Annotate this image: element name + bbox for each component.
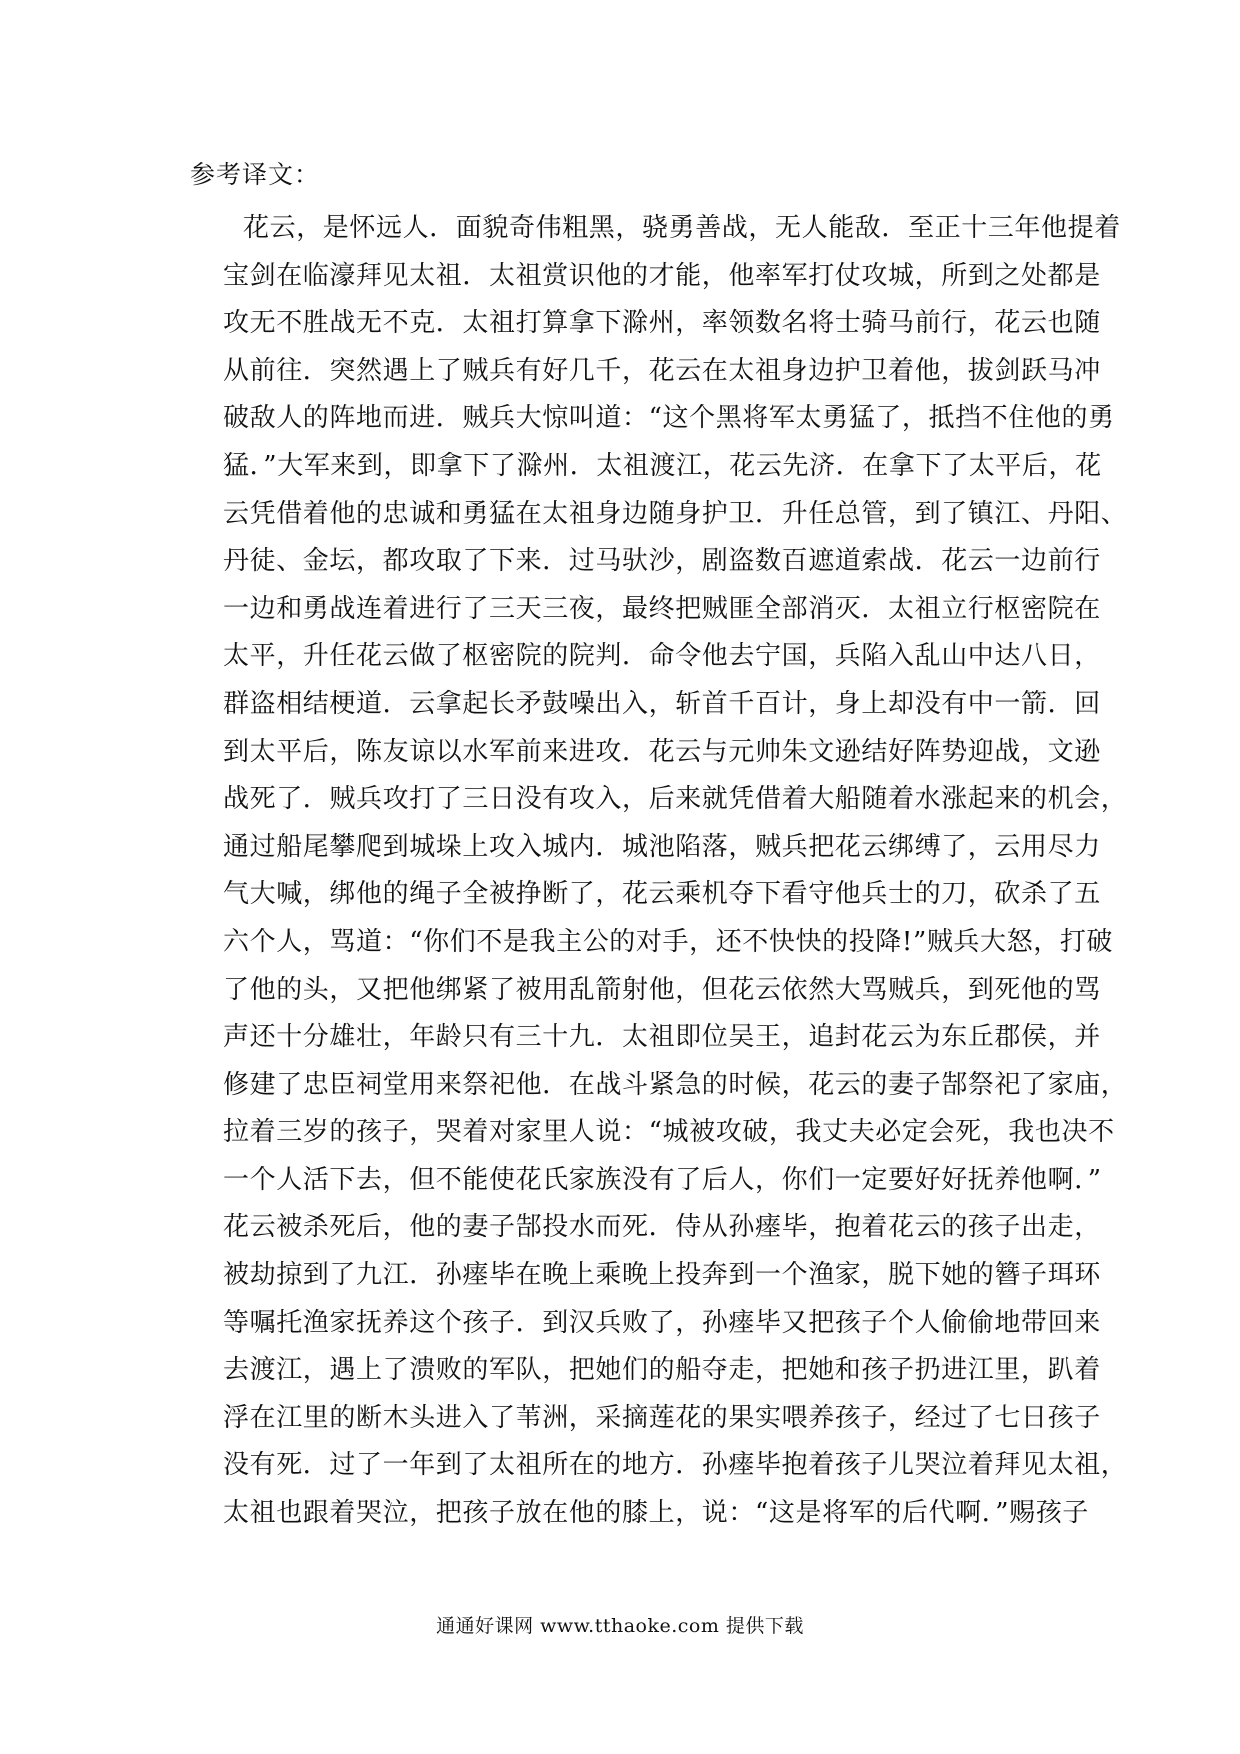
text-line: 拉着三岁的孩子，哭着对家里人说：“城被攻破，我丈夫必定会死，我也决不 <box>223 1117 1115 1148</box>
text-line: 战死了．贼兵攻打了三日没有攻入，后来就凭借着大船随着水涨起来的机会， <box>223 784 1128 815</box>
text-line: 气大喊，绑他的绳子全被挣断了，花云乘机夺下看守他兵士的刀，砍杀了五 <box>223 879 1101 910</box>
text-line: 等嘱托渔家抚养这个孩子．到汉兵败了，孙瘗毕又把孩子个人偷偷地带回来 <box>223 1307 1101 1338</box>
text-line: 花云被杀死后，他的妻子郜投水而死．侍从孙瘗毕，抱着花云的孩子出走， <box>223 1212 1101 1243</box>
page-footer: 通通好课网 www.tthaoke.com 提供下载 <box>436 1615 804 1637</box>
text-line: 丹徒、金坛，都攻取了下来．过马驮沙，剧盗数百遮道索战．花云一边前行 <box>223 546 1101 577</box>
text-line: 猛．”大军来到，即拿下了滁州．太祖渡江，花云先济．在拿下了太平后，花 <box>223 450 1102 481</box>
text-line: 从前往．突然遇上了贼兵有好几千，花云在太祖身边护卫着他，拔剑跃马冲 <box>223 355 1101 386</box>
text-line: 没有死．过了一年到了太祖所在的地方．孙瘗毕抱着孩子儿哭泣着拜见太祖， <box>223 1450 1128 1481</box>
text-line: 宝剑在临濠拜见太祖．太祖赏识他的才能，他率军打仗攻城，所到之处都是 <box>223 260 1101 291</box>
text-line: 去渡江，遇上了溃败的军队，把她们的船夺走，把她和孩子扔进江里，趴着 <box>223 1355 1101 1386</box>
text-line: 六个人，骂道：“你们不是我主公的对手，还不快快的投降!”贼兵大怒，打破 <box>223 926 1114 957</box>
text-line: 到太平后，陈友谅以水军前来进攻．花云与元帅朱文逊结好阵势迎战，文逊 <box>223 736 1101 767</box>
text-line: 破敌人的阵地而进．贼兵大惊叫道：“这个黑将军太勇猛了，抵挡不住他的勇 <box>223 403 1115 434</box>
text-line: 被劫掠到了九江．孙瘗毕在晚上乘晚上投奔到一个渔家，脱下她的簪子珥环 <box>223 1260 1101 1291</box>
text-line: 修建了忠臣祠堂用来祭祀他．在战斗紧急的时候，花云的妻子郜祭祀了家庙， <box>223 1069 1128 1100</box>
text-line: 通过船尾攀爬到城垛上攻入城内．城池陷落，贼兵把花云绑缚了，云用尽力 <box>223 831 1101 862</box>
text-line: 声还十分雄壮，年龄只有三十九．太祖即位吴王，追封花云为东丘郡侯，并 <box>223 1022 1101 1053</box>
section-heading: 参考译文： <box>190 160 321 189</box>
text-line: 群盗相结梗道．云拿起长矛鼓噪出入，斩首千百计，身上却没有中一箭．回 <box>223 688 1101 719</box>
text-line: 攻无不胜战无不克．太祖打算拿下滁州，率领数名将士骑马前行，花云也随 <box>223 308 1101 339</box>
text-line: 了他的头，又把他绑紧了被用乱箭射他，但花云依然大骂贼兵，到死他的骂 <box>223 974 1101 1005</box>
text-line: 花云，是怀远人．面貌奇伟粗黑，骁勇善战，无人能敌．至正十三年他提着 <box>243 213 1121 243</box>
translation-body <box>223 205 1128 1538</box>
text-line: 浮在江里的断木头进入了苇洲，采摘莲花的果实喂养孩子，经过了七日孩子 <box>223 1402 1101 1433</box>
text-line: 云凭借着他的忠诚和勇猛在太祖身边随身护卫．升任总管，到了镇江、丹阳、 <box>223 498 1128 529</box>
text-line: 一个人活下去，但不能使花氏家族没有了后人，你们一定要好好抚养他啊．” <box>223 1164 1102 1195</box>
text-line: 太平，升任花云做了枢密院的院判．命令他去宁国，兵陷入乱山中达八日， <box>223 641 1101 672</box>
text-line: 一边和勇战连着进行了三天三夜，最终把贼匪全部消灭．太祖立行枢密院在 <box>223 593 1101 624</box>
text-line: 太祖也跟着哭泣，把孩子放在他的膝上，说：“这是将军的后代啊．”赐孩子 <box>223 1498 1089 1529</box>
